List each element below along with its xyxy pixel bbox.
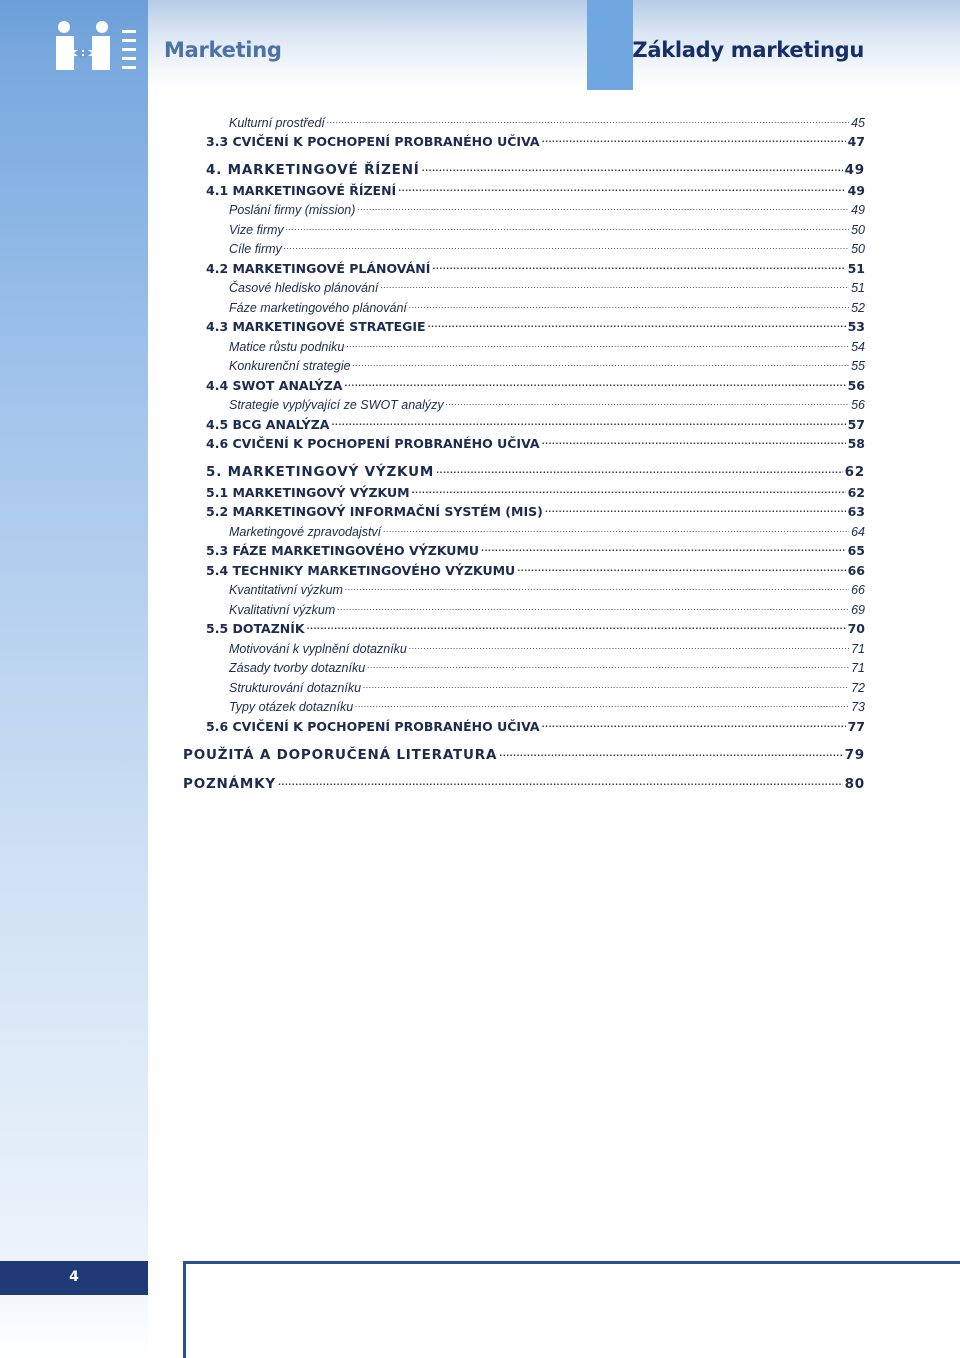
toc-entry-page: 50 — [851, 242, 865, 256]
toc-entry[interactable] — [183, 334, 865, 354]
toc-entry-title: 5.3 FÁZE MARKETINGOVÉHO VÝZKUMU — [206, 543, 480, 558]
toc-entry-page: 49 — [844, 162, 865, 178]
toc-entry[interactable] — [183, 256, 865, 276]
toc-entry[interactable] — [183, 451, 865, 480]
page-number: 4 — [69, 1269, 79, 1285]
toc-entry-title: POUŽITÁ A DOPORUČENÁ LITERATURA — [183, 746, 498, 763]
toc-entry[interactable] — [183, 130, 865, 150]
toc-entry-page: 63 — [847, 504, 865, 519]
toc-dot-leader — [412, 486, 846, 496]
toc-dot-leader — [284, 242, 849, 252]
toc-entry[interactable] — [183, 578, 865, 598]
toc-entry-title: 3.3 CVIČENÍ K POCHOPENÍ PROBRANÉHO UČIVA — [206, 134, 540, 149]
toc-dot-leader — [545, 505, 846, 515]
header-right-title: Základy marketingu — [632, 38, 864, 62]
toc-entry[interactable] — [183, 315, 865, 335]
toc-entry-title: Poslání firmy (mission) — [229, 203, 356, 217]
header-left-title: Marketing — [164, 38, 282, 62]
toc-dot-leader — [363, 681, 849, 691]
toc-dot-leader — [432, 262, 845, 272]
toc-entry-title: Marketingové zpravodajství — [229, 524, 382, 539]
toc-entry-title: 4. MARKETINGOVÉ ŘÍZENÍ — [206, 162, 420, 178]
toc-entry-title: 5.6 CVIČENÍ K POCHOPENÍ PROBRANÉHO UČIVA — [206, 718, 540, 734]
toc-entry-title: Konkurenční strategie — [229, 359, 351, 373]
toc-entry[interactable] — [183, 373, 865, 393]
people-exchange-logo-icon — [52, 20, 140, 76]
toc-entry-page: 52 — [851, 300, 865, 315]
toc-entry[interactable] — [183, 763, 865, 792]
toc-entry-page: 55 — [851, 359, 865, 373]
toc-entry-page: 51 — [851, 281, 865, 295]
toc-dot-leader — [436, 466, 843, 476]
toc-dot-leader — [542, 135, 846, 145]
toc-entry-page: 65 — [847, 543, 865, 558]
toc-dot-leader — [327, 116, 849, 126]
toc-entry-title: Časové hledisko plánování — [229, 281, 379, 295]
toc-entry-title: 4.2 MARKETINGOVÉ PLÁNOVÁNÍ — [206, 260, 431, 276]
toc-entry-title: Zásady tvorby dotazníku — [229, 661, 366, 675]
toc-entry-page: 69 — [851, 602, 865, 617]
toc-dot-leader — [409, 301, 849, 311]
header-accent-bar — [587, 0, 633, 90]
toc-entry-page: 47 — [847, 134, 865, 149]
toc-entry-page: 73 — [851, 700, 865, 714]
toc-entry-title: POZNÁMKY — [183, 775, 276, 792]
toc-entry-title: Matice růstu podniku — [229, 339, 345, 354]
toc-dot-leader — [286, 223, 849, 233]
table-of-contents — [183, 110, 865, 792]
toc-entry-page: 66 — [847, 562, 865, 578]
toc-entry-page: 57 — [847, 416, 865, 432]
toc-entry-title: 5. MARKETINGOVÝ VÝZKUM — [206, 464, 435, 480]
toc-entry-title: Kvantitativní výzkum — [229, 583, 343, 597]
toc-entry-page: 49 — [847, 182, 865, 198]
toc-entry[interactable] — [183, 656, 865, 676]
toc-entry[interactable] — [183, 198, 865, 218]
toc-entry[interactable] — [183, 149, 865, 178]
toc-dot-leader — [517, 564, 845, 574]
toc-dot-leader — [422, 164, 843, 174]
toc-entry-title: 5.1 MARKETINGOVÝ VÝZKUM — [206, 484, 410, 500]
toc-entry-title: Vize firmy — [229, 222, 284, 237]
toc-entry-title: 5.5 DOTAZNÍK — [206, 621, 305, 636]
toc-entry-title: Typy otázek dotazníku — [229, 700, 354, 714]
left-decorative-band — [0, 0, 148, 1358]
toc-entry-page: 56 — [847, 377, 865, 393]
toc-entry[interactable] — [183, 617, 865, 637]
toc-entry-page: 77 — [847, 718, 865, 734]
toc-dot-leader — [353, 359, 849, 369]
toc-entry[interactable] — [183, 558, 865, 578]
toc-dot-leader — [446, 398, 849, 408]
toc-dot-leader — [346, 340, 849, 350]
toc-entry[interactable] — [183, 237, 865, 257]
toc-dot-leader — [380, 281, 849, 291]
toc-entry[interactable] — [183, 217, 865, 237]
toc-entry-title: Kvalitativní výzkum — [229, 602, 336, 617]
toc-entry-title: 4.4 SWOT ANALÝZA — [206, 377, 343, 393]
toc-entry-page: 71 — [851, 641, 865, 656]
toc-entry-title: 4.6 CVIČENÍ K POCHOPENÍ PROBRANÉHO UČIVA — [206, 436, 540, 451]
toc-dot-leader — [383, 525, 849, 535]
toc-dot-leader — [337, 603, 849, 613]
toc-dot-leader — [398, 184, 845, 194]
toc-dot-leader — [307, 622, 846, 632]
toc-entry[interactable] — [183, 178, 865, 198]
toc-entry[interactable] — [183, 295, 865, 315]
toc-entry-page: 62 — [847, 484, 865, 500]
toc-entry-page: 51 — [847, 260, 865, 276]
toc-entry-page: 56 — [851, 398, 865, 412]
toc-entry-page: 58 — [847, 436, 865, 451]
toc-entry-page: 49 — [851, 203, 865, 217]
toc-entry-title: 4.3 MARKETINGOVÉ STRATEGIE — [206, 319, 426, 334]
toc-entry-page: 72 — [851, 680, 865, 695]
toc-entry-page: 71 — [851, 661, 865, 675]
toc-entry-page: 70 — [847, 621, 865, 636]
toc-entry-page: 80 — [844, 775, 865, 792]
toc-entry[interactable] — [183, 412, 865, 432]
toc-dot-leader — [481, 544, 846, 554]
toc-dot-leader — [345, 583, 849, 593]
toc-entry-page: 79 — [844, 746, 865, 763]
toc-entry[interactable] — [183, 480, 865, 500]
toc-entry[interactable] — [183, 636, 865, 656]
toc-entry-title: 5.4 TECHNIKY MARKETINGOVÉHO VÝZKUMU — [206, 562, 516, 578]
toc-entry-page: 53 — [847, 319, 865, 334]
toc-entry[interactable] — [183, 597, 865, 617]
toc-dot-leader — [409, 642, 849, 652]
toc-dot-leader — [428, 320, 846, 330]
toc-entry[interactable] — [183, 539, 865, 559]
toc-entry-title: Motivování k vyplnění dotazníku — [229, 641, 407, 656]
toc-entry[interactable] — [183, 110, 865, 130]
toc-entry[interactable] — [183, 714, 865, 734]
toc-entry[interactable] — [183, 500, 865, 520]
toc-entry-title: Fáze marketingového plánování — [229, 300, 407, 315]
toc-dot-leader — [355, 700, 849, 710]
toc-entry-title: Kulturní prostředí — [229, 115, 325, 130]
toc-entry-page: 64 — [851, 524, 865, 539]
toc-entry[interactable] — [183, 734, 865, 763]
toc-entry-title: Strukturování dotazníku — [229, 680, 362, 695]
toc-entry-title: Cíle firmy — [229, 242, 282, 256]
toc-entry[interactable] — [183, 432, 865, 452]
toc-entry[interactable] — [183, 276, 865, 296]
footer-frame — [183, 1261, 960, 1358]
toc-entry-page: 54 — [851, 339, 865, 354]
toc-dot-leader — [499, 749, 842, 759]
toc-dot-leader — [331, 418, 845, 428]
toc-dot-leader — [357, 203, 849, 213]
toc-entry-page: 62 — [844, 464, 865, 480]
toc-dot-leader — [344, 379, 845, 389]
toc-entry[interactable] — [183, 675, 865, 695]
toc-entry-title: 4.1 MARKETINGOVÉ ŘÍZENÍ — [206, 182, 397, 198]
toc-dot-leader — [367, 661, 849, 671]
toc-entry[interactable] — [183, 695, 865, 715]
toc-dot-leader — [278, 778, 843, 788]
toc-entry-page: 45 — [851, 115, 865, 130]
toc-entry-title: 5.2 MARKETINGOVÝ INFORMAČNÍ SYSTÉM (MIS) — [206, 504, 543, 519]
toc-entry-title: Strategie vyplývající ze SWOT analýzy — [229, 398, 444, 412]
toc-dot-leader — [542, 720, 846, 730]
toc-entry[interactable] — [183, 393, 865, 413]
toc-entry[interactable] — [183, 519, 865, 539]
toc-dot-leader — [542, 437, 846, 447]
toc-entry-page: 50 — [851, 222, 865, 237]
toc-entry[interactable] — [183, 354, 865, 374]
toc-entry-title: 4.5 BCG ANALÝZA — [206, 416, 330, 432]
toc-entry-page: 66 — [851, 583, 865, 597]
